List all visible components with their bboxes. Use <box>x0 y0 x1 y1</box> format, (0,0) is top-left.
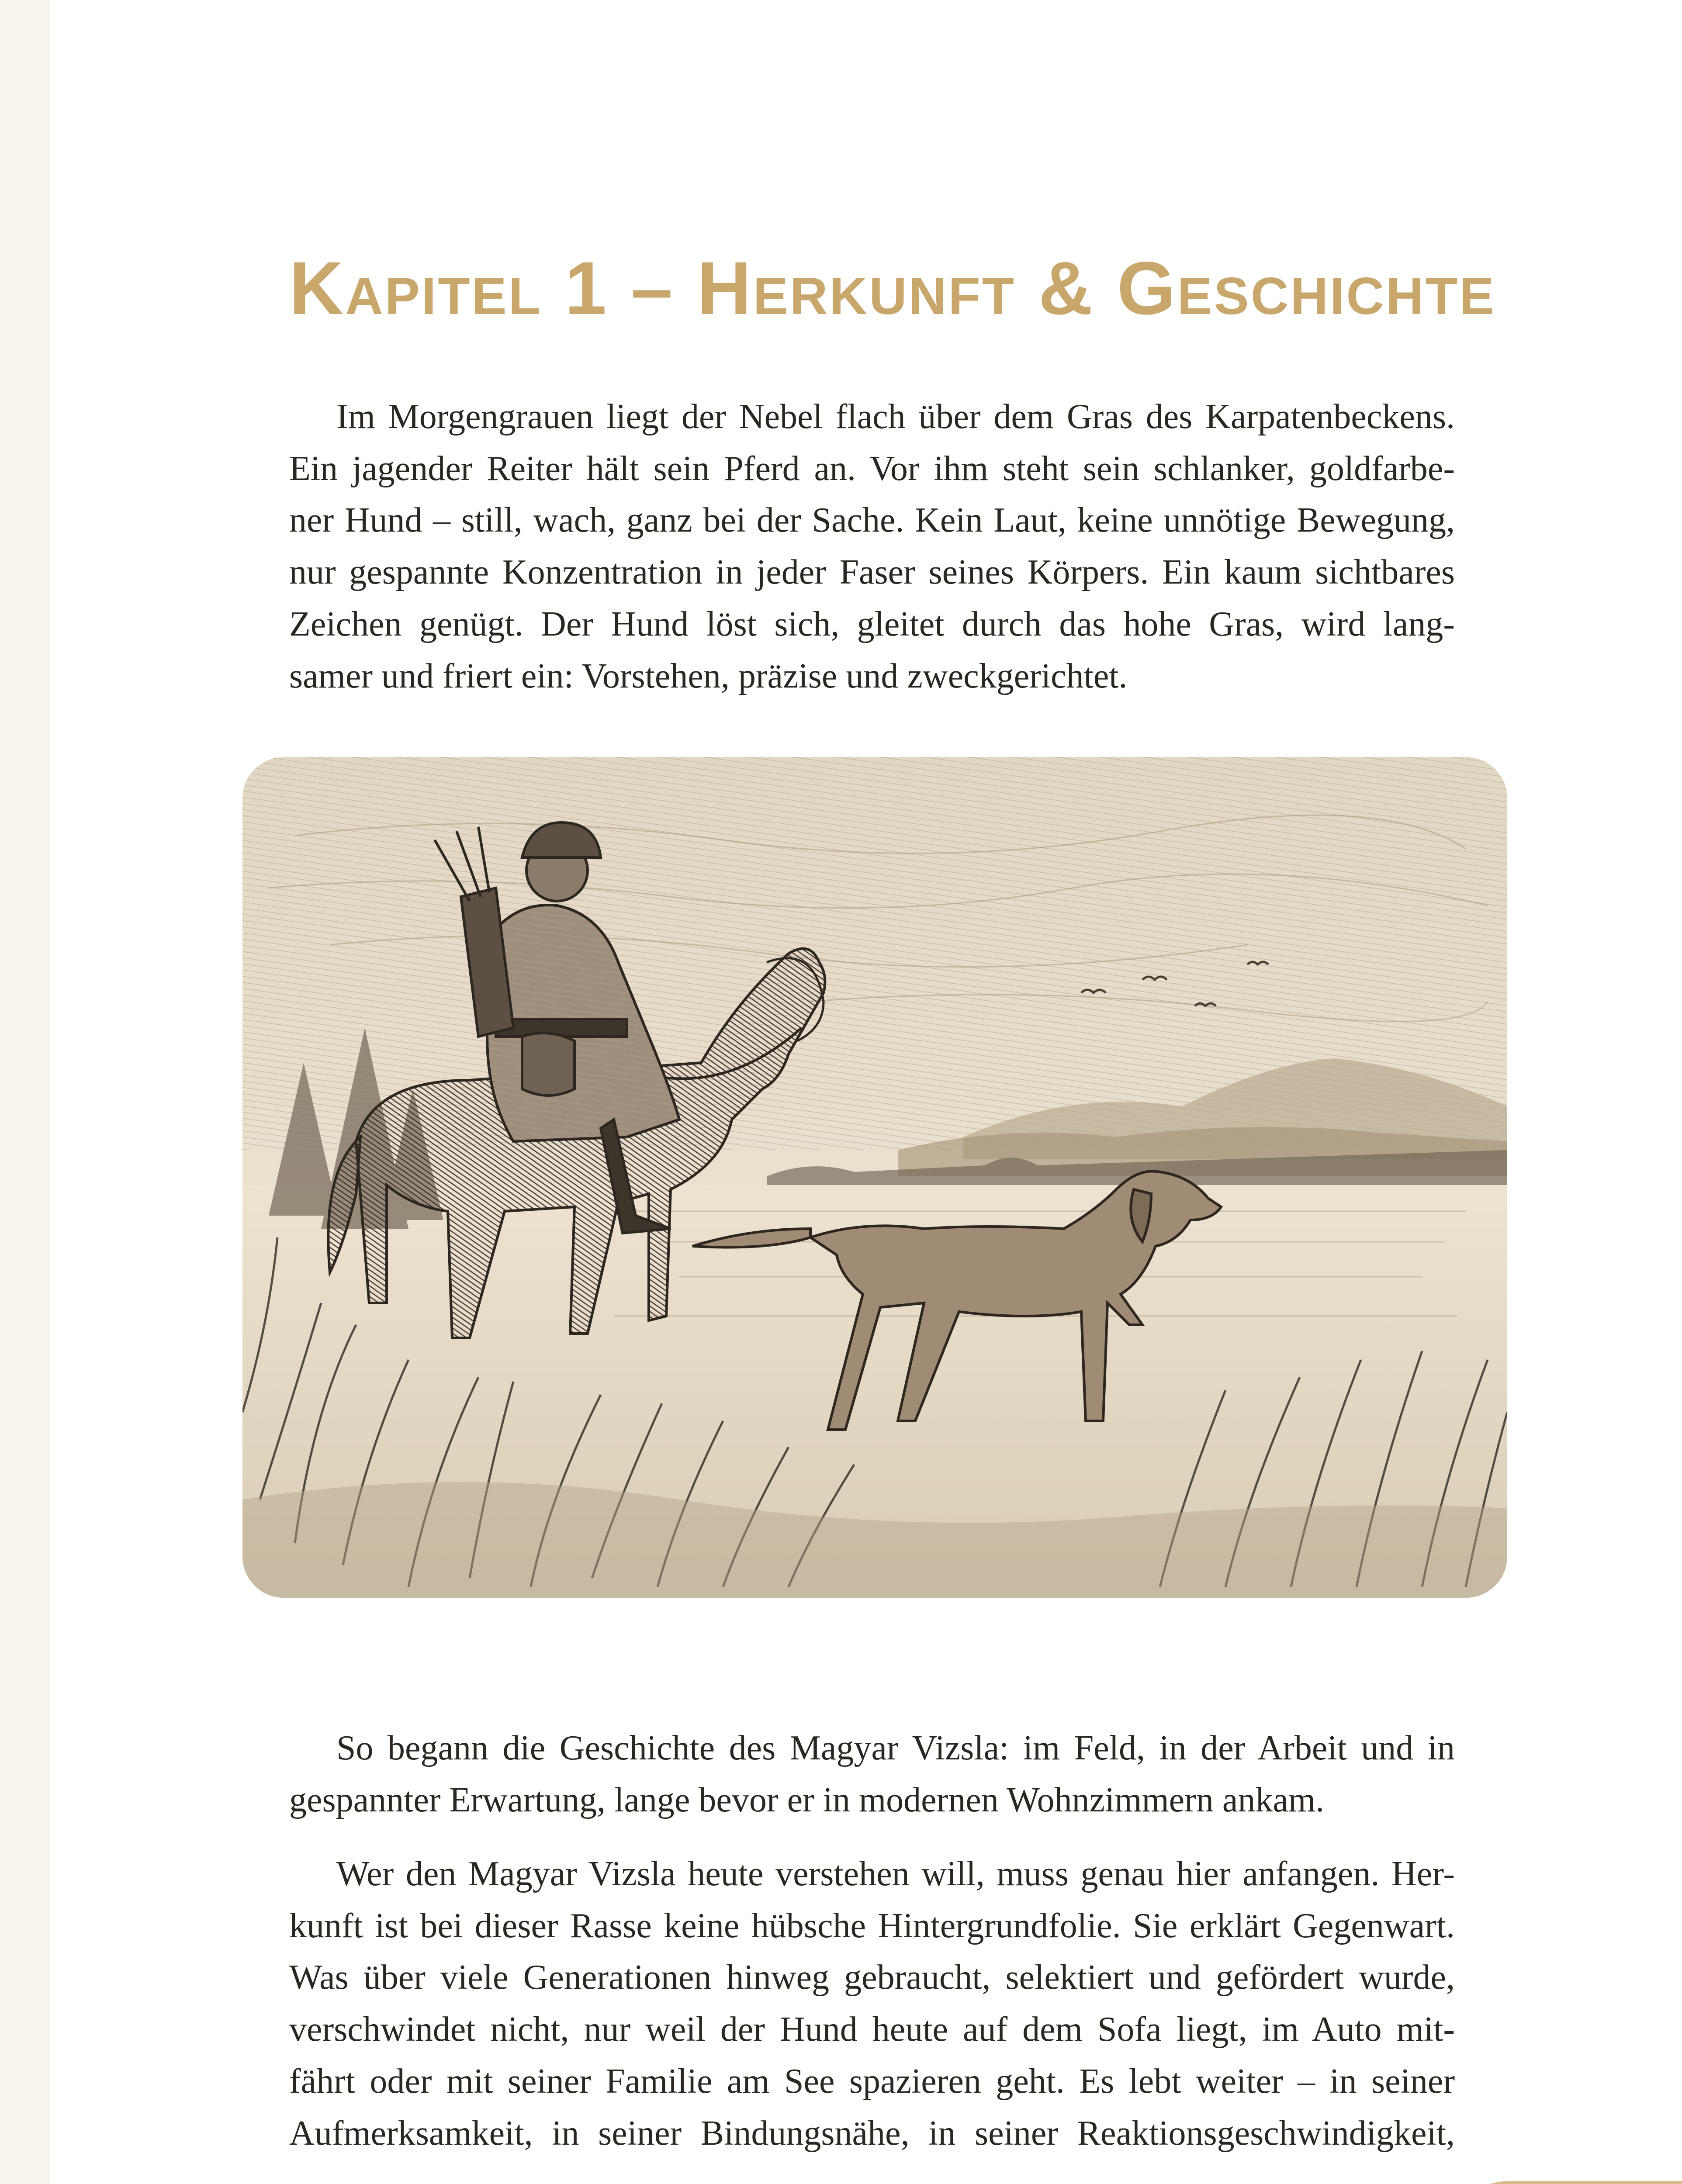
paragraph-2 <box>289 1722 1455 1826</box>
chapter-title: Kapitel 1 – Herkunft & Geschichte <box>289 246 1496 330</box>
text-line: nur gespannte Konzentration in jeder Faser seines Körpers. Ein kaum sichtbares <box>289 553 1455 592</box>
text-line: ner Hund – still, wach, ganz bei der Sache. Kein Laut, keine unnötige Bewegung, <box>289 501 1455 540</box>
text-line: Was über viele Generationen hinweg gebraucht, selektiert und gefördert wurde, <box>289 1958 1455 1997</box>
text-line: samer und friert ein: Vorstehen, präzise und zweckgerichtet. <box>289 657 1128 695</box>
text-line: Ein jagender Reiter hält sein Pferd an. Vor ihm steht sein schlanker, goldfarbe- <box>289 449 1455 488</box>
page-margin-strip <box>0 0 50 2184</box>
text-line: kunft ist bei dieser Rasse keine hübsche Hintergrundfolie. Sie erklärt Gegenwart. <box>289 1906 1455 1945</box>
illustration-rider-and-vizsla <box>242 757 1507 1598</box>
intro-paragraph <box>289 391 1455 702</box>
text-line: Im Morgengrauen liegt der Nebel flach über dem Gras des Karpatenbeckens. <box>336 397 1455 436</box>
text-line: verschwindet nicht, nur weil der Hund heute auf dem Sofa liegt, im Auto mit- <box>289 2010 1455 2049</box>
text-line: So begann die Geschichte des Magyar Vizsla: im Feld, in der Arbeit und in <box>336 1729 1455 1767</box>
text-line: Wer den Magyar Vizsla heute verstehen will, muss genau hier anfangen. Her- <box>336 1855 1455 1893</box>
text-line: fährt oder mit seiner Familie am See spazieren geht. Es lebt weiter – in seiner <box>289 2062 1455 2101</box>
engraving-image <box>242 757 1507 1598</box>
text-line: Zeichen genügt. Der Hund löst sich, gleitet durch das hohe Gras, wird lang- <box>289 605 1455 643</box>
paragraph-3 <box>289 1848 1455 2159</box>
text-line: Aufmerksamkeit, in seiner Bindungsnähe, in seiner Reaktionsgeschwindigkeit, <box>289 2114 1455 2153</box>
text-line: gespannter Erwartung, lange bevor er in modernen Wohnzimmern ankam. <box>289 1780 1325 1819</box>
page-number-tab <box>1429 2181 1682 2184</box>
